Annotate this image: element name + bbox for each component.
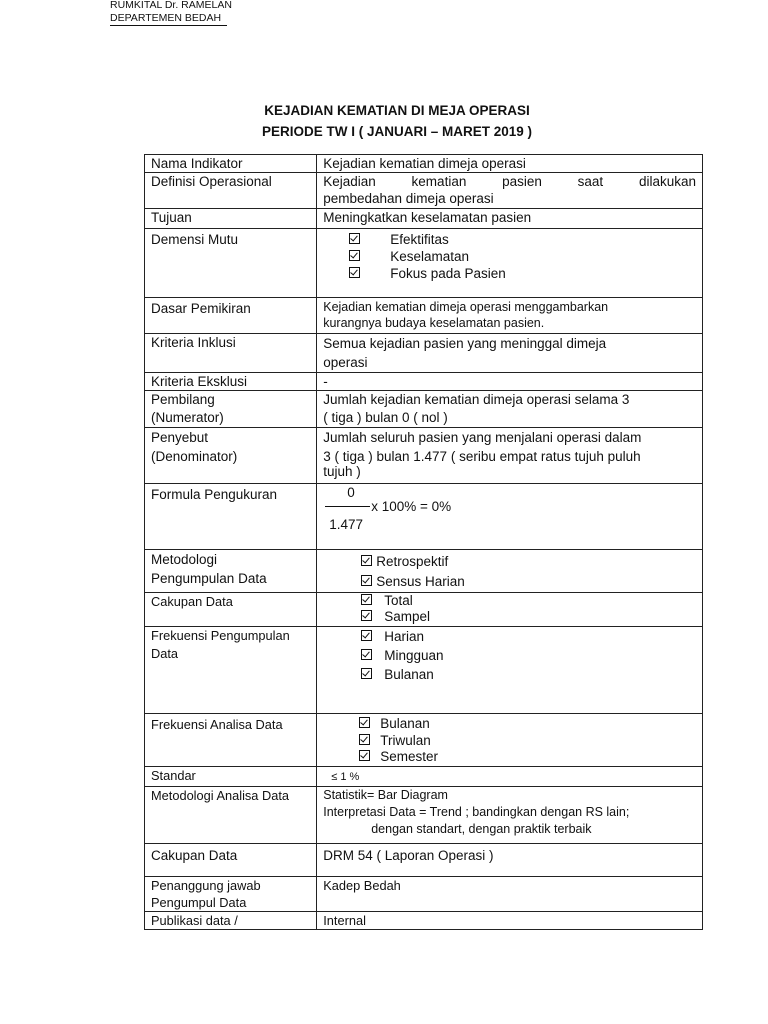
checked-box-icon [361,668,372,679]
basis-line-1: Kejadian kematian dimeja operasi menggambarkan [323,300,609,314]
denominator-line-1: Jumlah seluruh pasien yang menjalani operasi dalam [323,430,642,445]
checked-box-icon [361,555,372,566]
department-name: DEPARTEMEN BEDAH [110,12,227,26]
analysis-line-1: Statistik= Bar Diagram [323,787,448,802]
formula-result: x 100% = 0% [371,499,452,514]
row-label: Kriteria Inklusi [145,334,317,373]
checkbox-item: Sampel [361,609,696,625]
denominator-line-3: tujuh ) [323,464,361,479]
row-value [317,593,703,627]
row-label: Demensi Mutu [145,229,317,298]
document-header [110,0,232,26]
checkbox-item: Bulanan [359,716,696,733]
table-row [145,786,703,843]
numerator-line-2: ( tiga ) bulan 0 ( nol ) [323,410,448,425]
row-value [317,391,703,428]
table-row [145,173,703,209]
methodology-sublabel: Pengumpulan Data [151,571,267,586]
table-row [145,229,703,298]
denominator-label: Penyebut [151,430,209,445]
hospital-name: RUMKITAL Dr. RAMELAN [110,0,232,11]
checked-box-icon [359,734,370,745]
row-value [317,298,703,334]
table-row [145,876,703,911]
row-value: Meningkatkan keselamatan pasien [317,209,703,229]
checked-box-icon [361,610,372,621]
checkbox-item: Keselamatan [349,248,696,265]
table-row [145,209,703,229]
checkbox-item: Triwulan [359,733,696,750]
row-value [317,550,703,593]
formula-numerator: 0 [347,485,355,500]
row-value: DRM 54 ( Laporan Operasi ) [317,843,703,876]
definition-line-2: pembedahan dimeja operasi [323,191,494,206]
fraction-bar [325,506,370,507]
row-value: ≤ 1 % [317,766,703,786]
table-row [145,391,703,428]
checked-box-icon [361,630,372,641]
row-label: Frekuensi Analisa Data [145,714,317,767]
checkbox-item: Mingguan [361,646,696,665]
table-row [145,298,703,334]
checked-box-icon [349,233,360,244]
table-row [145,484,703,550]
checkbox-item: Total [361,593,696,609]
row-label: Cakupan Data [145,593,317,627]
checkbox-item: Fokus pada Pasien [349,265,696,282]
row-label [145,876,317,911]
table-row [145,911,703,929]
inclusion-line-1: Semua kejadian pasien yang meninggal dimeja [323,336,607,351]
row-value: Kadep Bedah [317,876,703,911]
row-value: Internal [317,911,703,929]
checked-box-icon [359,717,370,728]
frequency-sublabel: Data [151,646,179,661]
checked-box-icon [359,750,370,761]
checkbox-item: Efektifitas [349,231,696,248]
checkbox-item: Sensus Harian [361,572,696,592]
table-row [145,155,703,173]
checkbox-item: Bulanan [361,665,696,684]
row-value [317,714,703,767]
document-title: KEJADIAN KEMATIAN DI MEJA OPERASI [264,103,530,118]
row-label: Formula Pengukuran [145,484,317,550]
analysis-line-3: dengan standart, dengan praktik terbaik [371,821,592,836]
numerator-label: Pembilang [151,392,215,407]
row-value [317,786,703,843]
table-row [145,714,703,767]
checkbox-item: Semester [359,749,696,766]
row-value [317,484,703,550]
analysis-line-2: Interpretasi Data = Trend ; bandingkan dengan RS lain; [323,804,630,819]
checked-box-icon [361,649,372,660]
row-value [317,428,703,484]
table-row [145,627,703,714]
table-row [145,766,703,786]
table-row [145,428,703,484]
row-label: Nama Indikator [145,155,317,173]
row-value [317,334,703,373]
row-label: Standar [145,766,317,786]
row-label [145,550,317,593]
row-label: Tujuan [145,209,317,229]
checked-box-icon [361,594,372,605]
row-label: Cakupan Data [145,843,317,876]
table-row [145,843,703,876]
indicator-table [144,154,703,930]
row-label: Publikasi data / [145,911,317,929]
row-label [145,627,317,714]
row-value [317,229,703,298]
checkbox-item: Harian [361,627,696,646]
methodology-label: Metodologi [151,552,218,567]
checked-box-icon [349,267,360,278]
row-label [145,391,317,428]
checked-box-icon [349,250,360,261]
row-value [317,173,703,209]
denominator-line-2: 3 ( tiga ) bulan 1.477 ( seribu empat ratus tujuh puluh [323,449,641,464]
row-value: - [317,373,703,391]
table-row [145,593,703,627]
definition-line-1: Kejadian kematian pasien saat dilakukan [323,174,696,189]
responsible-label: Penanggung jawab [151,877,261,893]
table-row [145,373,703,391]
formula-denominator: 1.477 [329,517,364,532]
row-label: Definisi Operasional [145,173,317,209]
row-label: Dasar Pemikiran [145,298,317,334]
row-value [317,627,703,714]
checkbox-item: Retrospektif [361,552,696,572]
table-row [145,550,703,593]
inclusion-line-2: operasi [323,355,368,370]
basis-line-2: kurangnya budaya keselamatan pasien. [323,315,545,330]
formula-fraction [323,484,696,532]
row-value: Kejadian kematian dimeja operasi [317,155,703,173]
frequency-label: Frekuensi Pengumpulan [151,628,290,643]
row-label: Metodologi Analisa Data [145,786,317,843]
row-label [145,428,317,484]
denominator-sublabel: (Denominator) [151,449,238,464]
numerator-line-1: Jumlah kejadian kematian dimeja operasi selama 3 [323,392,630,407]
row-label: Kriteria Eksklusi [145,373,317,391]
document-subtitle: PERIODE TW I ( JANUARI – MARET 2019 ) [261,124,533,139]
responsible-sublabel: Pengumpul Data [151,894,247,910]
checked-box-icon [361,575,372,586]
table-row [145,334,703,373]
numerator-sublabel: (Numerator) [151,410,224,425]
